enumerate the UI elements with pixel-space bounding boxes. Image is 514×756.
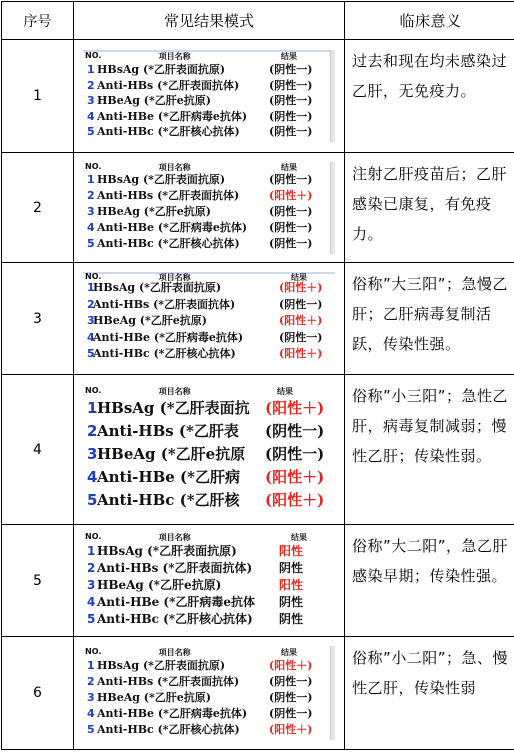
result-positive: (阳性＋)	[265, 468, 325, 486]
item-number: 3	[87, 578, 96, 592]
report-header	[83, 272, 335, 283]
report-item-row	[83, 236, 335, 252]
item-number: 3	[87, 314, 95, 328]
item-name: Anti-HBe (*乙肝病毒e抗体)	[97, 707, 248, 720]
result-positive: 阳性	[279, 544, 304, 558]
item-number: 5	[87, 236, 95, 250]
report-item-row	[83, 443, 335, 466]
clinical-meaning: 注射乙肝疫苗后；乙肝感染已康复，有免疫力。	[345, 153, 514, 263]
result-pattern-cell	[74, 375, 345, 525]
item-name: HBsAg (*乙肝表面抗原)	[93, 281, 222, 295]
result-negative: (阴性一)	[269, 220, 313, 234]
result-positive: (阳性＋)	[279, 314, 323, 328]
report-item-row	[83, 93, 335, 109]
report-item-row	[83, 280, 335, 297]
item-number: 2	[87, 78, 95, 92]
item-name: Anti-HBc (*乙肝核心抗体)	[97, 236, 240, 250]
result-negative: (阴性一)	[269, 236, 313, 250]
report-header	[83, 646, 335, 658]
report-header-item: 项目名称	[158, 162, 191, 172]
report-header-result: 结果	[281, 648, 297, 657]
item-name: Anti-HBe (*乙肝病毒e抗体)	[97, 109, 248, 123]
result-positive: (阳性＋)	[269, 188, 313, 202]
report-header	[83, 385, 335, 397]
result-negative: (阴性一)	[265, 445, 325, 463]
clinical-meaning: 俗称”大三阳”；急慢乙肝；乙肝病毒复制活跃，传染性强。	[345, 263, 514, 375]
item-number: 5	[87, 491, 98, 509]
report-header-item: 项目名称	[158, 52, 191, 62]
report-item-row	[83, 313, 335, 330]
report-item-row	[83, 204, 335, 220]
item-number: 1	[87, 659, 95, 672]
report-header-result: 结果	[291, 533, 307, 542]
lab-report-screenshot	[83, 531, 335, 630]
result-pattern-cell	[74, 153, 345, 263]
item-name: Anti-HBe (*乙肝病毒e抗体	[97, 595, 255, 609]
report-header	[83, 531, 335, 543]
item-name: HBsAg (*乙肝表面抗	[97, 399, 250, 417]
report-item-row	[83, 397, 335, 420]
item-name: HBsAg (*乙肝表面抗原)	[97, 63, 226, 77]
item-name: Anti-HBc (*乙肝核心抗体)	[97, 723, 240, 736]
result-negative: (阴性一)	[265, 422, 325, 440]
report-header-result: 结果	[281, 162, 297, 172]
item-name: HBeAg (*乙肝e抗原)	[97, 94, 211, 108]
report-scrollbar[interactable]	[330, 50, 335, 142]
report-item-row	[83, 674, 335, 690]
item-name: Anti-HBs (*乙肝表面抗体)	[97, 188, 240, 202]
result-positive: (阳性＋)	[269, 723, 313, 736]
report-header-no: NO.	[85, 51, 102, 61]
result-positive: (阳性＋)	[269, 659, 313, 672]
report-header-result: 结果	[291, 273, 307, 283]
item-name: Anti-HBs (*乙肝表	[97, 422, 239, 440]
report-item-row	[83, 466, 335, 489]
item-name: Anti-HBc (*乙肝核心抗体)	[97, 125, 240, 139]
report-header-item: 项目名称	[158, 387, 191, 396]
item-number: 5	[87, 347, 95, 361]
report-header-no: NO.	[85, 532, 102, 541]
report-header	[83, 50, 335, 62]
lab-report-screenshot	[83, 646, 335, 740]
item-name: Anti-HBs (*乙肝表面抗体)	[97, 78, 240, 92]
report-item-row	[83, 706, 335, 722]
result-negative: (阴性一)	[269, 109, 313, 123]
header-index: 序号	[2, 2, 74, 40]
item-name: Anti-HBs (*乙肝表面抗体)	[93, 297, 236, 311]
item-number: 3	[87, 94, 95, 108]
header-meaning: 临床意义	[345, 2, 514, 40]
report-item-row	[83, 62, 335, 78]
item-number: 1	[87, 281, 95, 295]
result-positive: 阳性	[279, 578, 304, 592]
row-index: 4	[2, 375, 74, 525]
report-item-row	[83, 330, 335, 347]
report-scrollbar[interactable]	[330, 646, 335, 740]
report-item-row	[83, 577, 335, 594]
table-row	[2, 263, 514, 375]
item-number: 3	[87, 691, 95, 704]
item-name: Anti-HBe (*乙肝病毒e抗体)	[93, 330, 244, 344]
report-header-no: NO.	[85, 386, 102, 395]
result-negative: (阴性一)	[269, 707, 313, 720]
report-header-no: NO.	[85, 647, 102, 656]
item-number: 1	[87, 63, 95, 77]
table-row	[2, 40, 514, 153]
report-header-no: NO.	[85, 161, 102, 171]
item-number: 2	[87, 188, 95, 202]
lab-report-screenshot	[83, 162, 335, 254]
report-header-item: 项目名称	[158, 273, 191, 283]
item-number: 3	[87, 445, 98, 463]
item-number: 4	[87, 468, 98, 486]
result-pattern-cell	[74, 525, 345, 637]
item-number: 4	[87, 707, 95, 720]
result-negative: (阴性一)	[279, 297, 323, 311]
clinical-meaning: 俗称”大二阳”，急乙肝感染早期；传染性强。	[345, 525, 514, 637]
item-number: 5	[87, 125, 95, 139]
row-index: 1	[2, 40, 74, 153]
result-negative: (阴性一)	[269, 675, 313, 688]
result-pattern-cell	[74, 40, 345, 153]
report-item-row	[83, 297, 335, 314]
item-name: HBeAg (*乙肝e抗原)	[97, 578, 222, 592]
result-pattern-cell	[74, 637, 345, 750]
report-scrollbar[interactable]	[330, 162, 335, 254]
item-name: HBsAg (*乙肝表面抗原)	[97, 544, 237, 558]
report-item-row	[83, 188, 335, 204]
report-header-result: 结果	[281, 52, 297, 62]
result-positive: (阳性＋)	[279, 281, 323, 295]
hepatitis-b-table	[1, 1, 514, 750]
lab-report-screenshot	[83, 272, 335, 365]
item-name: Anti-HBc (*乙肝核	[97, 491, 240, 509]
report-item-row	[83, 109, 335, 125]
item-name: HBeAg (*乙肝e抗原)	[93, 314, 207, 328]
item-name: Anti-HBc (*乙肝核心抗体)	[97, 612, 253, 626]
item-name: Anti-HBe (*乙肝病毒e抗体)	[97, 220, 248, 234]
item-number: 5	[87, 723, 95, 736]
result-negative: (阴性一)	[269, 63, 313, 77]
clinical-meaning: 过去和现在均未感染过乙肝，无免疫力。	[345, 40, 514, 153]
item-name: HBsAg (*乙肝表面抗原)	[97, 659, 226, 672]
row-index: 6	[2, 637, 74, 750]
result-positive: (阳性＋)	[265, 399, 325, 417]
report-header-item: 项目名称	[158, 533, 191, 542]
report-item-row	[83, 172, 335, 188]
item-number: 2	[87, 675, 95, 688]
lab-report-screenshot	[83, 50, 335, 142]
item-name: HBeAg (*乙肝e抗原)	[97, 691, 211, 704]
table-row	[2, 525, 514, 637]
result-negative: (阴性一)	[269, 172, 313, 186]
result-pattern-cell	[74, 263, 345, 375]
report-header	[83, 162, 335, 172]
item-number: 3	[87, 204, 95, 218]
report-item-row	[83, 594, 335, 611]
report-item-row	[83, 722, 335, 738]
report-item-row	[83, 489, 335, 512]
item-name: HBeAg (*乙肝e抗原)	[97, 204, 211, 218]
item-number: 4	[87, 220, 95, 234]
result-positive: (阳性＋)	[279, 347, 323, 361]
result-negative: 阴性	[279, 612, 304, 626]
report-item-row	[83, 78, 335, 94]
result-negative: (阴性一)	[269, 125, 313, 139]
report-item-row	[83, 543, 335, 560]
report-item-row	[83, 690, 335, 706]
report-header-item: 项目名称	[158, 648, 191, 657]
report-item-row	[83, 658, 335, 674]
item-name: HBsAg (*乙肝表面抗原)	[97, 172, 226, 186]
table-row	[2, 153, 514, 263]
clinical-meaning: 俗称”小三阳”；急性乙肝，病毒复制减弱；慢性乙肝；传染性弱。	[345, 375, 514, 525]
item-number: 2	[87, 297, 95, 311]
item-name: Anti-HBc (*乙肝核心抗体)	[93, 347, 236, 361]
item-name: Anti-HBe (*乙肝病	[97, 468, 240, 486]
report-item-row	[83, 420, 335, 443]
item-number: 1	[87, 172, 95, 186]
item-name: HBeAg (*乙肝e抗原	[97, 445, 246, 463]
report-item-row	[83, 124, 335, 140]
clinical-meaning: 俗称”小二阳”；急、慢性乙肝，传染性弱	[345, 637, 514, 750]
row-index: 5	[2, 525, 74, 637]
item-number: 4	[87, 595, 96, 609]
report-header-no: NO.	[85, 272, 102, 282]
result-negative: (阴性一)	[269, 94, 313, 108]
item-name: Anti-HBs (*乙肝表面抗体)	[97, 675, 240, 688]
report-header-result: 结果	[277, 387, 293, 396]
table-row	[2, 375, 514, 525]
result-positive: (阳性＋)	[265, 491, 325, 509]
report-item-row	[83, 346, 335, 363]
table-row	[2, 637, 514, 750]
item-number: 5	[87, 612, 96, 626]
item-number: 2	[87, 422, 98, 440]
item-number: 2	[87, 561, 96, 575]
table-header-row	[2, 2, 514, 40]
item-number: 1	[87, 399, 98, 417]
item-number: 4	[87, 109, 95, 123]
report-item-row	[83, 611, 335, 628]
row-index: 2	[2, 153, 74, 263]
lab-report-screenshot	[83, 385, 335, 514]
report-item-row	[83, 560, 335, 577]
result-negative: (阴性一)	[269, 204, 313, 218]
item-number: 4	[87, 330, 95, 344]
header-pattern: 常见结果模式	[74, 2, 345, 40]
result-negative: (阴性一)	[269, 78, 313, 92]
result-negative: 阴性	[279, 595, 304, 609]
item-name: Anti-HBs (*乙肝表面抗体)	[97, 561, 253, 575]
item-number: 1	[87, 544, 96, 558]
result-negative: (阴性一)	[269, 691, 313, 704]
result-negative: 阴性	[279, 561, 304, 575]
report-item-row	[83, 220, 335, 236]
row-index: 3	[2, 263, 74, 375]
result-negative: (阴性一)	[279, 330, 323, 344]
